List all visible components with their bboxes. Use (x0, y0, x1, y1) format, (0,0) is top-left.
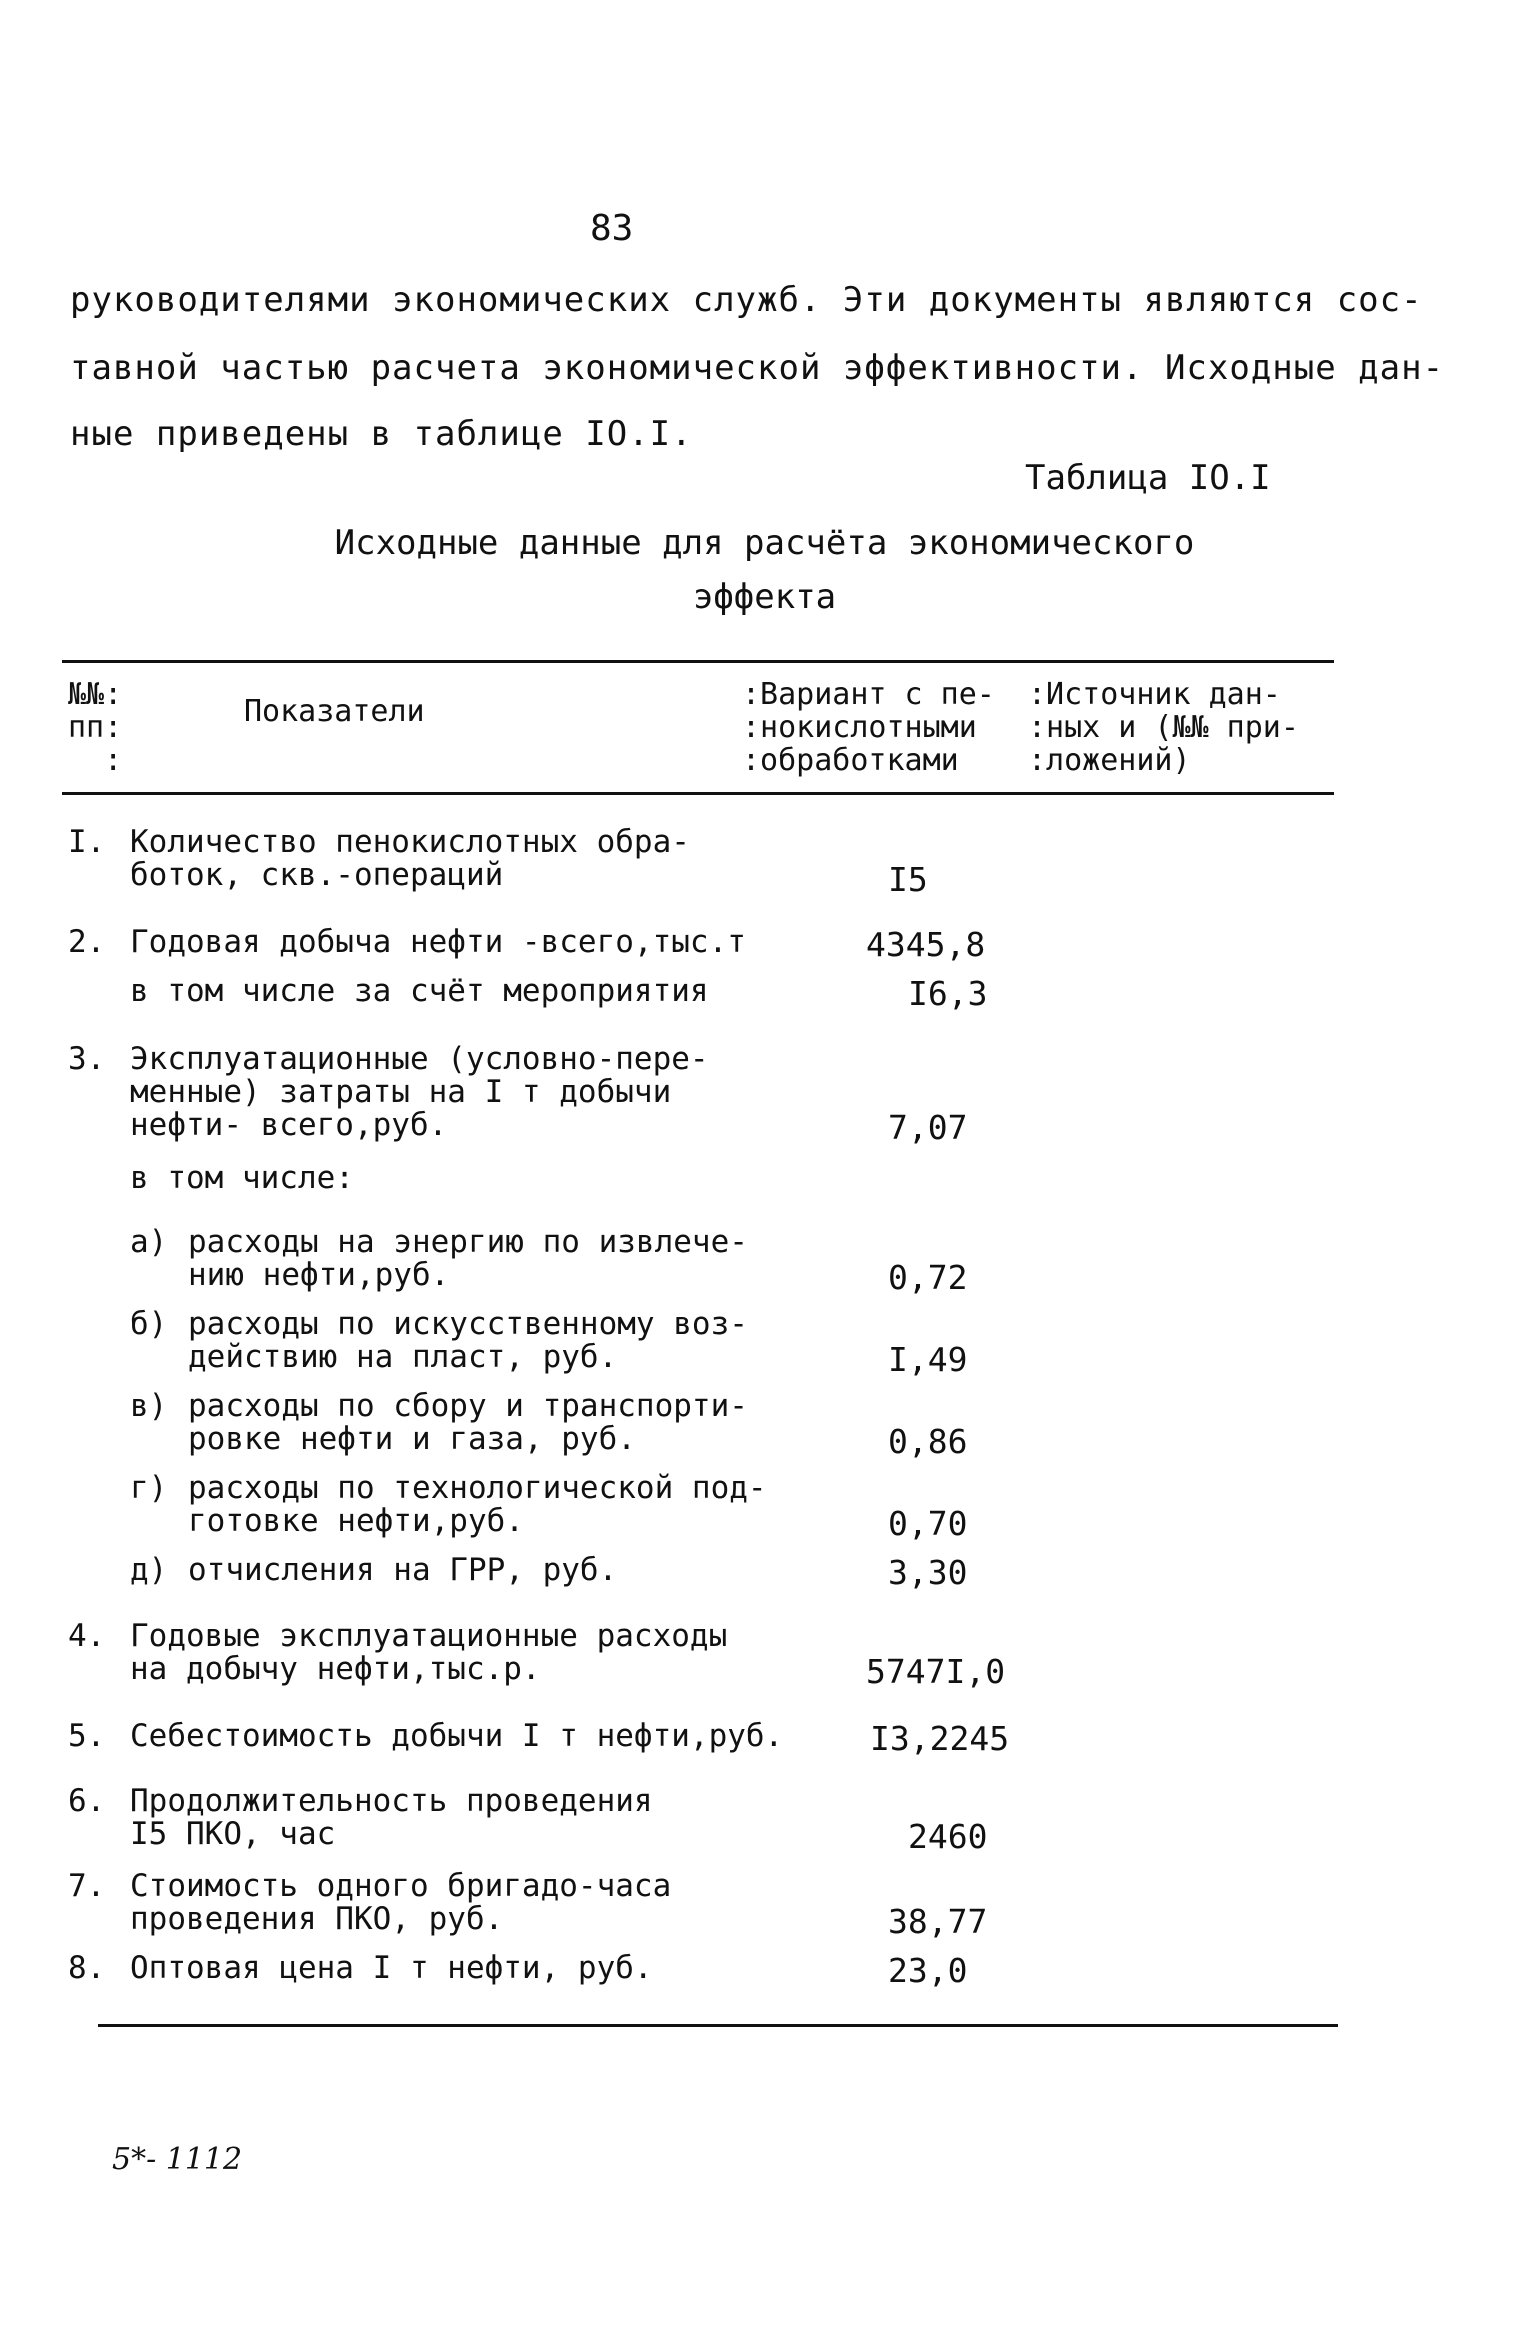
row-3-num: 3. (68, 1041, 106, 1077)
row-1-line-1: Количество пенокислотных обра- (130, 824, 690, 860)
row-2-value: 4345,8 (866, 925, 986, 964)
row-3d-value: 3,30 (888, 1553, 968, 1592)
row-3g-num: г) (130, 1470, 168, 1506)
footer-archive-mark: 5*- 1112 (112, 2142, 243, 2177)
row-5-line-1: Себестоимость добычи I т нефти,руб. (130, 1718, 784, 1754)
row-1-line-2: боток, скв.-операций (130, 857, 504, 893)
header-variant-3: :обработками (742, 743, 959, 778)
row-3b-num: б) (130, 1306, 168, 1342)
row-1-value: I5 (888, 860, 928, 899)
row-6-num: 6. (68, 1783, 106, 1819)
row-3d-num: д) (130, 1552, 168, 1588)
row-3-line-3: нефти- всего,руб. (130, 1107, 448, 1143)
row-3a-line-2: нию нефти,руб. (188, 1257, 450, 1293)
intro-line-3: ные приведены в таблице IO.I. (70, 414, 693, 454)
row-8-num: 8. (68, 1950, 106, 1986)
intro-line-1: руководителями экономических служб. Эти документы являются сос- (70, 280, 1423, 320)
row-4-num: 4. (68, 1618, 106, 1654)
page-number: 83 (590, 208, 634, 249)
row-3v-line-1: расходы по сбору и транспорти- (188, 1388, 748, 1424)
row-3g-value: 0,70 (888, 1504, 968, 1543)
row-2-line-1: Годовая добыча нефти -всего,тыс.т (130, 924, 746, 960)
table-title-line-2: эффекта (692, 577, 837, 617)
row-3d-line-1: отчисления на ГРР, руб. (188, 1552, 618, 1588)
intro-line-2: тавной частью расчета экономической эффективности. Исходные дан- (70, 348, 1445, 388)
row-6-value: 2460 (908, 1817, 988, 1856)
row-3a-num: а) (130, 1224, 168, 1260)
row-2a-value: I6,3 (908, 974, 988, 1013)
header-source-3: :ложений) (1028, 743, 1191, 778)
row-3b-line-2: действию на пласт, руб. (188, 1339, 618, 1375)
row-3v-line-2: ровке нефти и газа, руб. (188, 1421, 636, 1457)
row-6-line-1: Продолжительность проведения (130, 1783, 653, 1819)
row-4-line-1: Годовые эксплуатационные расходы (130, 1618, 728, 1654)
header-num-1: №№: (68, 677, 123, 712)
row-3g-line-1: расходы по технологической под- (188, 1470, 767, 1506)
row-7-line-1: Стоимость одного бригадо-часа (130, 1868, 672, 1904)
row-7-num: 7. (68, 1868, 106, 1904)
row-3g-line-2: готовке нефти,руб. (188, 1503, 524, 1539)
row-8-line-1: Оптовая цена I т нефти, руб. (130, 1950, 653, 1986)
row-3-line-2: менные) затраты на I т добычи (130, 1074, 672, 1110)
table-top-rule (62, 660, 1334, 663)
row-2a-line-1: в том числе за счёт мероприятия (130, 973, 709, 1009)
row-7-line-2: проведения ПКО, руб. (130, 1901, 504, 1937)
row-3b-line-1: расходы по искусственному воз- (188, 1306, 748, 1342)
row-3a-line-1: расходы на энергию по извлече- (188, 1224, 748, 1260)
row-3v-num: в) (130, 1388, 168, 1424)
header-variant-1: :Вариант с пе- (742, 677, 995, 712)
row-2-num: 2. (68, 924, 106, 960)
row-7-value: 38,77 (888, 1902, 988, 1941)
header-bottom-rule (62, 792, 1334, 795)
row-3v-value: 0,86 (888, 1422, 968, 1461)
header-num-2: пп: (68, 710, 123, 745)
row-6-line-2: I5 ПКО, час (130, 1816, 336, 1852)
row-8-value: 23,0 (888, 1951, 968, 1990)
row-1-num: I. (68, 824, 106, 860)
row-4-value: 5747I,0 (866, 1652, 1006, 1691)
row-3-line-1: Эксплуатационные (условно-пере- (130, 1041, 709, 1077)
header-source-2: :ных и (№№ при- (1028, 710, 1299, 745)
table-title-line-1: Исходные данные для расчёта экономического (334, 523, 1195, 563)
table-label: Таблица IO.I (1025, 458, 1271, 498)
row-5-value: I3,2245 (870, 1719, 1010, 1758)
header-indicators: Показатели (244, 694, 425, 729)
header-num-3: : (68, 743, 123, 778)
table-bottom-rule (98, 2024, 1338, 2027)
header-variant-2: :нокислотными (742, 710, 977, 745)
row-3-incl: в том числе: (130, 1160, 354, 1196)
row-3-value: 7,07 (888, 1108, 968, 1147)
row-3b-value: I,49 (888, 1340, 968, 1379)
header-source-1: :Источник дан- (1028, 677, 1281, 712)
row-4-line-2: на добычу нефти,тыс.р. (130, 1651, 541, 1687)
row-5-num: 5. (68, 1718, 106, 1754)
row-3a-value: 0,72 (888, 1258, 968, 1297)
